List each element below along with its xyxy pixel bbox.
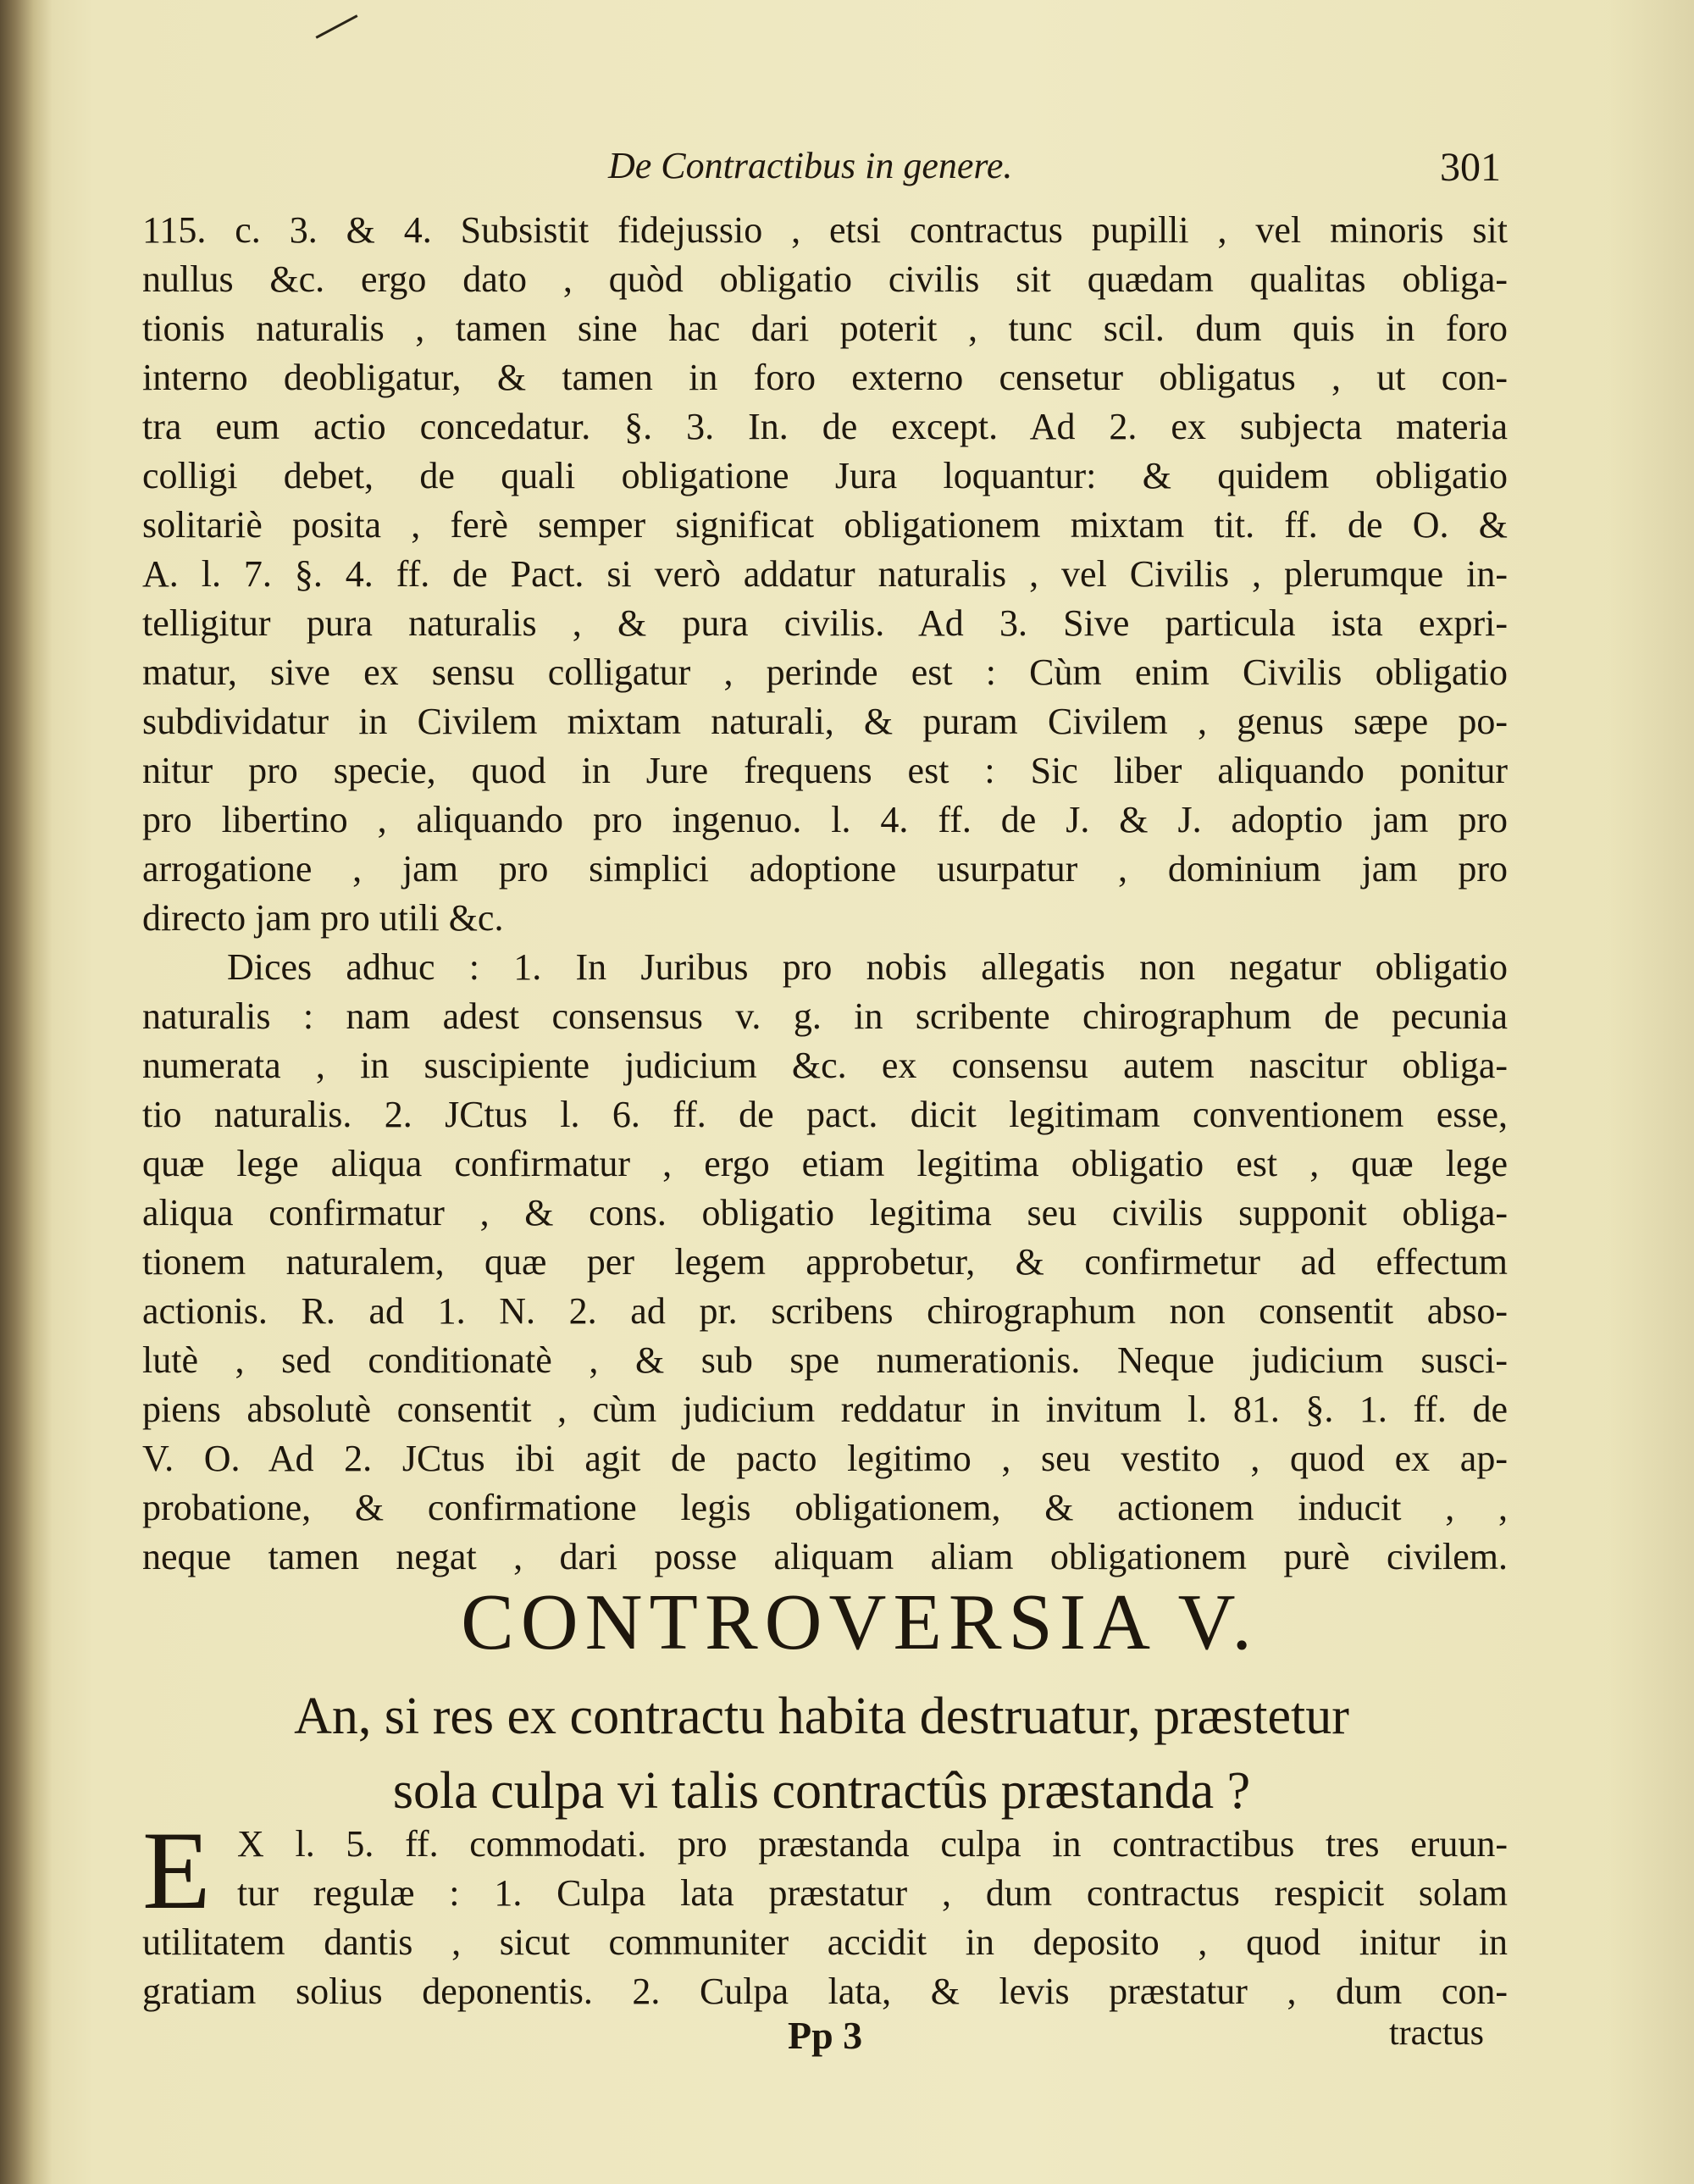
- section-text: [142, 1808, 1508, 2016]
- text-line: tionem naturalem, quæ per legem approbetur, & confirmetur ad effectum: [142, 1241, 1508, 1283]
- text-line: quæ lege aliqua confirmatur , ergo etiam legitima obligatio est , quæ lege: [142, 1143, 1508, 1184]
- text-line: utilitatem dantis , sicut communiter accidit in deposito , quod initur in: [142, 1921, 1508, 1963]
- question-line: sola culpa vi talis contractûs præstanda ?: [392, 1762, 1251, 1820]
- pen-mark: [316, 14, 358, 38]
- running-title: De Contractibus in genere.: [608, 145, 1013, 186]
- text-line: aliqua confirmatur , & cons. obligatio legitima seu civilis supponit obliga-: [142, 1192, 1508, 1233]
- text-line: neque tamen negat , dari posse aliquam aliam obligationem purè civilem.: [142, 1536, 1508, 1577]
- section-question: [119, 1679, 1525, 1828]
- text-line: actionis. R. ad 1. N. 2. ad pr. scribens chirographum non consentit abso-: [142, 1290, 1508, 1332]
- text-line: telligitur pura naturalis , & pura civilis. Ad 3. Sive particula ista expri-: [142, 602, 1508, 644]
- page-edge-shadow: [1609, 0, 1694, 2184]
- text-line: subdividatur in Civilem mixtam naturali, & puram Civilem , genus sæpe po-: [142, 701, 1508, 742]
- text-line: solitariè posita , ferè semper significat obligationem mixtam tit. ff. de O. &: [142, 504, 1508, 546]
- text-line: arrogatione , jam pro simplici adoptione usurpatur , dominium jam pro: [142, 848, 1508, 890]
- text-line: directo jam pro utili &c.: [142, 897, 504, 939]
- text-line: numerata , in suscipiente judicium &c. ex consensu autem nascitur obliga-: [142, 1045, 1508, 1086]
- text-line: gratiam solius deponentis. 2. Culpa lata, & levis præstatur , dum con-: [142, 1971, 1508, 2012]
- text-line: 115. c. 3. & 4. Subsistit fidejussio , etsi contractus pupilli , vel minoris sit: [142, 209, 1508, 251]
- text-line: nitur pro specie, quod in Jure frequens est : Sic liber aliquando ponitur: [142, 750, 1508, 791]
- catchword: tractus: [1389, 2014, 1484, 2053]
- text-line: lutè , sed conditionatè , & sub spe numerationis. Neque judicium susci-: [142, 1339, 1508, 1381]
- text-line: nullus &c. ergo dato , quòd obligatio civilis sit quædam qualitas obliga-: [142, 258, 1508, 300]
- text-line: tra eum actio concedatur. §. 3. In. de except. Ad 2. ex subjecta materia: [142, 406, 1508, 447]
- text-line: tio naturalis. 2. JCtus l. 6. ff. de pact. dicit legitimam conventionem esse,: [142, 1094, 1508, 1135]
- text-line: tur regulæ : 1. Culpa lata præstatur , dum contractus respicit solam: [237, 1872, 1508, 1914]
- text-line: piens absolutè consentit , cùm judicium reddatur in invitum l. 81. §. 1. ff. de: [142, 1389, 1508, 1430]
- text-line: probatione, & confirmatione legis obligationem, & actionem inducit , ,: [142, 1487, 1508, 1528]
- drop-cap: E: [142, 1808, 211, 1932]
- text-line: Dices adhuc : 1. In Juribus pro nobis allegatis non negatur obligatio: [227, 946, 1508, 988]
- section-heading: CONTROVERSIA V.: [461, 1578, 1259, 1666]
- text-line: pro libertino , aliquando pro ingenuo. l. 4. ff. de J. & J. adoptio jam pro: [142, 799, 1508, 840]
- text-line: naturalis : nam adest consensus v. g. in scribente chirographum de pecunia: [142, 995, 1508, 1037]
- question-line: An, si res ex contractu habita destruatur, præstetur: [294, 1688, 1349, 1745]
- text-line: interno deobligatur, & tamen in foro externo censetur obligatus , ut con-: [142, 357, 1508, 398]
- text-line: tionis naturalis , tamen sine hac dari poterit , tunc scil. dum quis in foro: [142, 308, 1508, 349]
- text-line: X l. 5. ff. commodati. pro præstanda culpa in contractibus tres eruun-: [237, 1823, 1508, 1865]
- signature-mark: Pp 3: [788, 2014, 863, 2057]
- text-line: V. O. Ad 2. JCtus ibi agit de pacto legitimo , seu vestito , quod ex ap-: [142, 1438, 1508, 1479]
- body-text: [142, 206, 1508, 1582]
- text-line: matur, sive ex sensu colligatur , perinde est : Cùm enim Civilis obligatio: [142, 651, 1508, 693]
- text-line: colligi debet, de quali obligatione Jura loquantur: & quidem obligatio: [142, 455, 1508, 496]
- page-number: 301: [1440, 145, 1501, 190]
- text-line: A. l. 7. §. 4. ff. de Pact. si verò addatur naturalis , vel Civilis , plerumque in-: [142, 553, 1508, 595]
